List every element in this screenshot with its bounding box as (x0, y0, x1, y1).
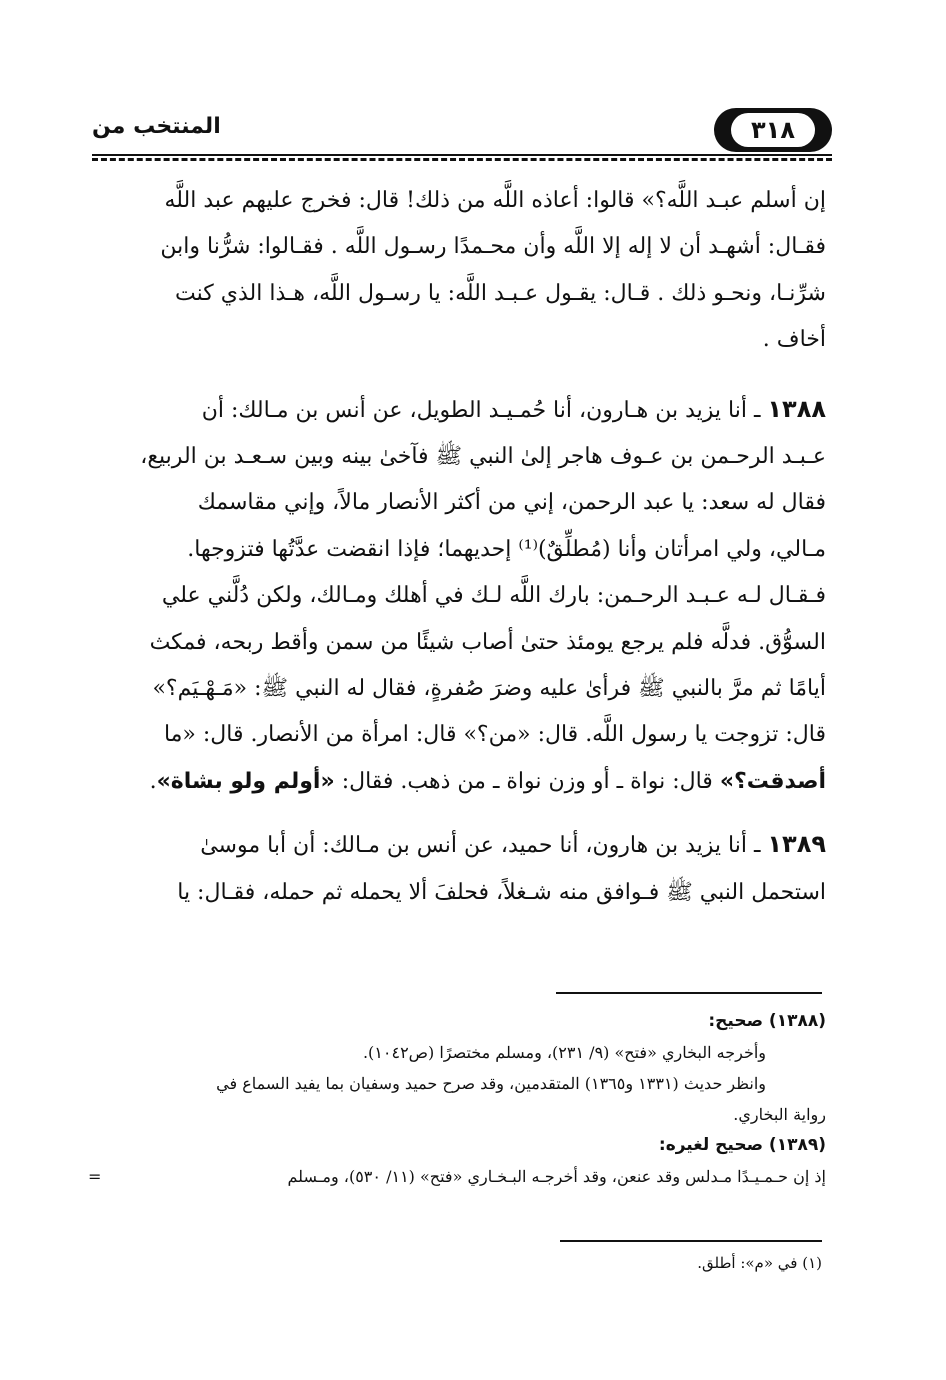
note-1388-line: وانظر حديث (١٣٣١ و١٣٦٥) المتقدمين، وقد صرح حميد وسفيان بما يفيد السماع في (216, 1074, 766, 1093)
hadith-1388-line: مـالي، ولي امرأتان وأنا (مُطلِّقٌ)⁽¹⁾ إحديهما؛ فإذا انقضت عدَّتُها فتزوجها. (187, 536, 826, 562)
hadith-number-1389: ١٣٨٩ (767, 830, 826, 859)
hadith-1388-line: فـقـال لـه عـبـد الرحـمن: بارك اللَّه لـك في أهلك ومـالك، ولكن دُلَّني علي (161, 583, 826, 609)
note-1389-line (88, 1161, 826, 1192)
hadith-1388-text: ـ أنا يزيد بن هـارون، أنا حُمـيـد الطويل، عن أنس بن مـالك: أن (201, 397, 761, 423)
note-1388-heading: (١٣٨٨) صحيح: (708, 1011, 826, 1031)
header-rule-solid (92, 154, 832, 156)
hadith-1388-line: السوُّق. فدلَّه فلم يرجع يومئذ حتىٰ أصاب شيئًا من سمن وأقط ربحه، فمكث (149, 629, 826, 655)
hadith-1389-text: ـ أنا يزيد بن هارون، أنا حميد، عن أنس بن مـالك: أن أبا موسىٰ (200, 833, 761, 859)
hadith-number-1388: ١٣٨٨ (767, 394, 826, 423)
hadith-1388-line: قال: تزوجت يا رسول اللَّه. قال: «من؟» قال: امرأة من الأنصار. قال: «ما (163, 722, 826, 748)
hadith-1388-bold: أصدقت؟» (719, 768, 826, 794)
hadith-1388-line (98, 759, 826, 805)
para1-line: شرِّنـا، ونحـو ذلك . قـال: يقـول عـبـد اللَّه: يا رسـول اللَّه، هـذا الذي كنت (175, 280, 826, 306)
note-1389-text: إذ إن حـمـيـدًا مـدلس وقد عنعن، وقد أخرجـه البـخـاري «فتح» (١١/ ٥٣٠)، ومـسلم (287, 1167, 826, 1186)
hadith-1388-line: فقال له سعد: يا عبد الرحمن، إني من أكثر الأنصار مالاً، وإني مقاسمك (197, 490, 826, 516)
hadith-1389-line (98, 821, 826, 869)
hadith-1388-mid: قال: نواة ـ أو وزن نواة ـ من ذهب. فقال: (334, 768, 720, 794)
notes-rule (556, 992, 822, 994)
note-1389-heading: (١٣٨٩) صحيح لغيره: (658, 1135, 826, 1155)
page-number: ٣١٨ (731, 113, 815, 147)
footnote: (١) في «م»: أطلق. (697, 1254, 822, 1272)
para1-line: إن أسلم عبـد اللَّه؟» قالوا: أعاذه اللَّه من ذلك! قال: فخرج عليهم عبد اللَّه (164, 188, 826, 213)
book-title: المنتخب من (92, 114, 221, 139)
hadith-1388-end: . (149, 768, 157, 794)
note-1388-line: وأخرجه البخاري «فتح» (٩/ ٢٣١)، ومسلم مختصرًا (ص١٠٤٢). (362, 1043, 766, 1062)
main-text (98, 178, 826, 916)
hadith-1388-line: عـبـد الرحـمن بن عـوف هاجر إلىٰ النبي ﷺ فآخىٰ بينه وبين سـعـد بن الربيع، (140, 444, 826, 470)
continuation-mark: = (88, 1167, 102, 1186)
hadith-1389-line: استحمل النبي ﷺ فـوافق منه شـغلاً، فحلفَ ألا يحمله ثم حمله، فقـال: يا (177, 879, 826, 905)
takhrij-notes (88, 1006, 826, 1192)
header-rule-dashed (92, 158, 832, 161)
footnote-rule (560, 1240, 822, 1242)
hadith-1388-line (98, 386, 826, 434)
page-number-badge (714, 108, 832, 152)
para1-line: فقـال: أشهـد أن لا إله إلا اللَّه وأن محـمدًا رسـول اللَّه . فقـالوا: شرُّنا وابن (160, 234, 826, 260)
hadith-1388-line: أيامًا ثم مرَّ بالنبي ﷺ فرأىٰ عليه وضرَ صُفرةٍ، فقال له النبي ﷺ: «مَـهْـيَم؟» (152, 676, 826, 702)
header-rule (92, 154, 832, 162)
page-header (92, 108, 832, 158)
para1-line: أخاف . (762, 327, 826, 353)
hadith-1388-quote: «أولم ولو بشاة» (156, 768, 335, 794)
note-1388-line: رواية البخاري. (733, 1105, 826, 1124)
